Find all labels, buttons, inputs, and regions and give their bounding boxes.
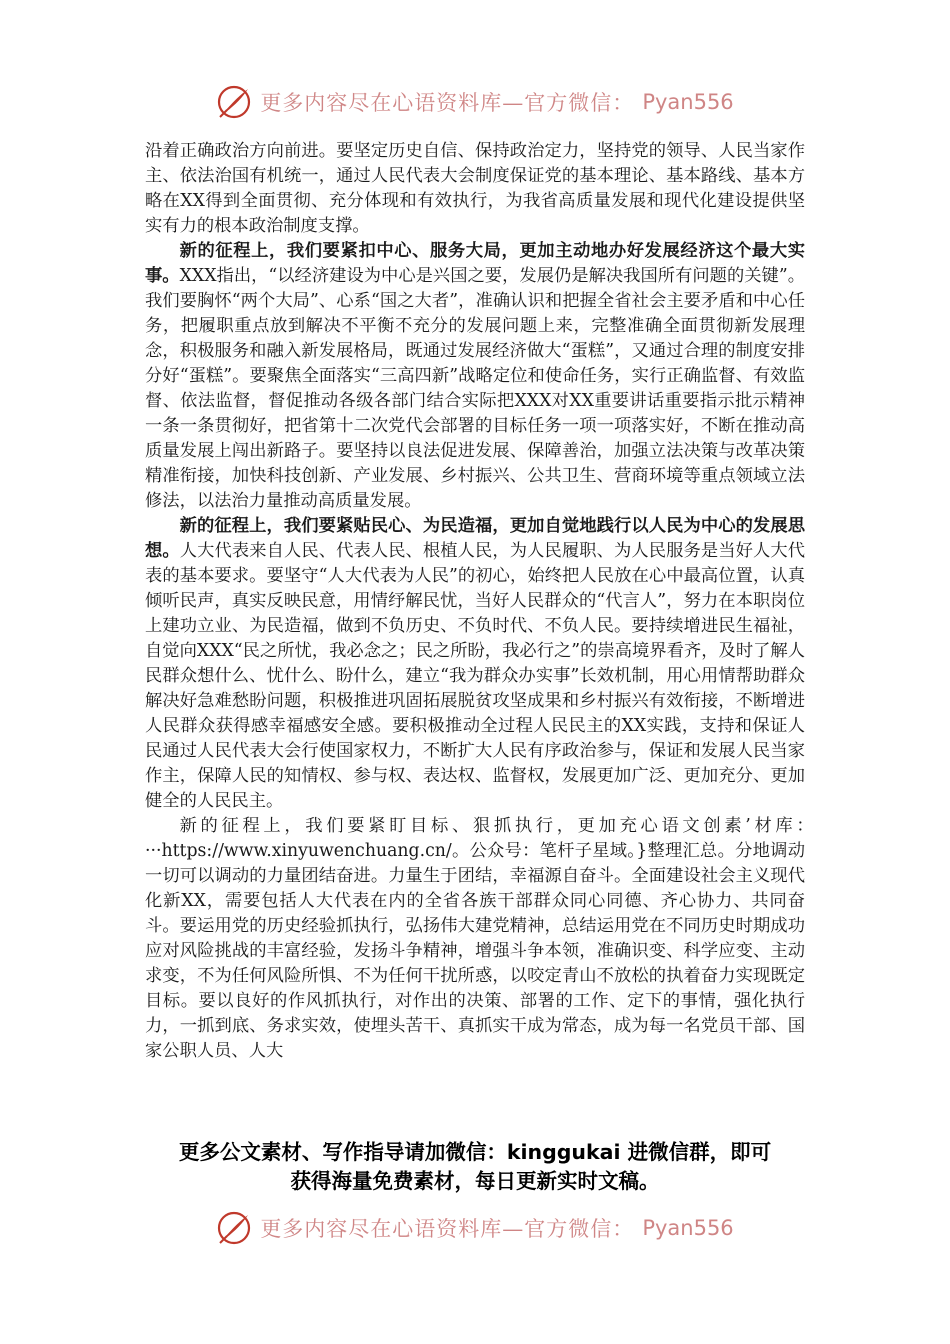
watermark-text: 更多内容尽在心语资料库—官方微信： [260,91,635,115]
paragraph-3 [145,514,805,814]
watermark-wechat-id: Pyan556 [642,90,734,114]
paragraph-2 [145,239,805,514]
paragraph-2-heading: 新的征程上，我们要紧扣中心、服务大局，更加主动地办好发展经济这个最大实事。 [145,241,805,286]
watermark-text: 更多内容尽在心语资料库—官方微信： [260,1217,635,1241]
quill-logo-icon [216,84,252,120]
paragraph-1-text: 沿着正确政治方向前进。要坚定历史自信、保持政治定力，坚持党的领导、人民当家作主、依法治国有机统一，通过人民代表大会制度保证党的基本理论、基本路线、基本方略在XX得到全面贯彻、充分体现和有效执行，为我省高质量发展和现代化建设提供坚实有力的根本政治制度支撑。 [145,141,805,236]
paragraph-1 [145,139,805,239]
paragraph-3-text: 人大代表来自人民、代表人民、根植人民，为人民履职、为人民服务是当好人大代表的基本要求。要坚守“人大代表为人民”的初心，始终把人民放在心中最高位置，认真倾听民声，真实反映民意，用情纾解民忧，当好人民群众的“代言人”，努力在本职岗位上建功立业、为民造福，做到不负历史、不负时代、不负人民。要持续增进民生福祉，自觉向XXX“民之所忧，我必念之；民之所盼，我必行之”的崇高境界看齐，及时了解人民群众想什么、忧什么、盼什么，建立“我为群众办实事”长效机制，用心用情帮助群众解决好急难愁盼问题，积极推进巩固拓展脱贫攻坚成果和乡村振兴有效衔接，不断增进人民群众获得感幸福感安全感。要积极推动全过程人民民主的XX实践，支持和保证人民通过人民代表大会行使国家权力，不断扩大人民有序政治参与，保证和发展人民当家作主，保障人民的知情权、参与权、表达权、监督权，发展更加广泛、更加充分、更加健全的人民民主。 [145,541,805,811]
promo-notice [140,1138,810,1196]
paragraph-2-text: XXX指出，“以经济建设为中心是兴国之要，发展仍是解决我国所有问题的关键”。我们要胸怀“两个大局”、心系“国之大者”，准确认识和把握全省社会主要矛盾和中心任务，把履职重点放到解决不平衡不充分的发展问题上来，完整准确全面贯彻新发展理念，积极服务和融入新发展格局，既通过发展经济做大“蛋糕”，又通过合理的制度安排分好“蛋糕”。要聚焦全面落实“三高四新”战略定位和使命任务，实行正确监督、有效监督、依法监督，督促推动各级各部门结合实际把XXX对XX重要讲话重要指示批示精神一条一条贯彻好，把省第十二次党代会部署的目标任务一项一项落实好，不断在推动高质量发展上闯出新路子。要坚持以良法促进发展、保障善治，加强立法决策与改革决策精准衔接，加快科技创新、产业发展、乡村振兴、公共卫生、营商环境等重点领域立法修法，以法治力量推动高质量发展。 [145,266,805,511]
watermark-wechat-id: Pyan556 [642,1216,734,1240]
quill-logo-icon [216,1210,252,1246]
paragraph-4-text: 新的征程上，我们要紧盯目标、狠抓执行，更加充心语文创素’材库：···https://www.xinyuwenchuang.cn/。公众号：笔杆子星域。}整理汇总。分地调动一切可以调动的力量团结奋进。力量生于团结，幸福源自奋斗。全面建设社会主义现代化新XX，需要包括人大代表在内的全省各族干部群众同心同德、齐心协力、共同奋斗。要运用党的历史经验抓执行，弘扬伟大建党精神，总结运用党在不同历史时期成功应对风险挑战的丰富经验，发扬斗争精神，增强斗争本领，准确识变、科学应变、主动求变，不为任何风险所惧、不为任何干扰所惑，以咬定青山不放松的执着奋力实现既定目标。要以良好的作风抓执行，对作出的决策、部署的工作、定下的事情，强化执行力，一抓到底、务求实效，使埋头苦干、真抓实干成为常态，成为每一名党员干部、国家公职人员、人大 [145,816,805,1061]
paragraph-3-heading: 新的征程上，我们要紧贴民心、为民造福，更加自觉地践行以人民为中心的发展思想。 [145,516,805,561]
promo-line-2: 获得海量免费素材，每日更新实时文稿。 [290,1169,660,1193]
paragraph-4 [145,814,805,1064]
promo-line-1: 更多公文素材、写作指导请加微信：kinggukai 进微信群，即可 [178,1140,772,1164]
header-watermark [0,84,950,120]
footer-watermark [0,1210,950,1246]
document-body [145,139,805,1064]
